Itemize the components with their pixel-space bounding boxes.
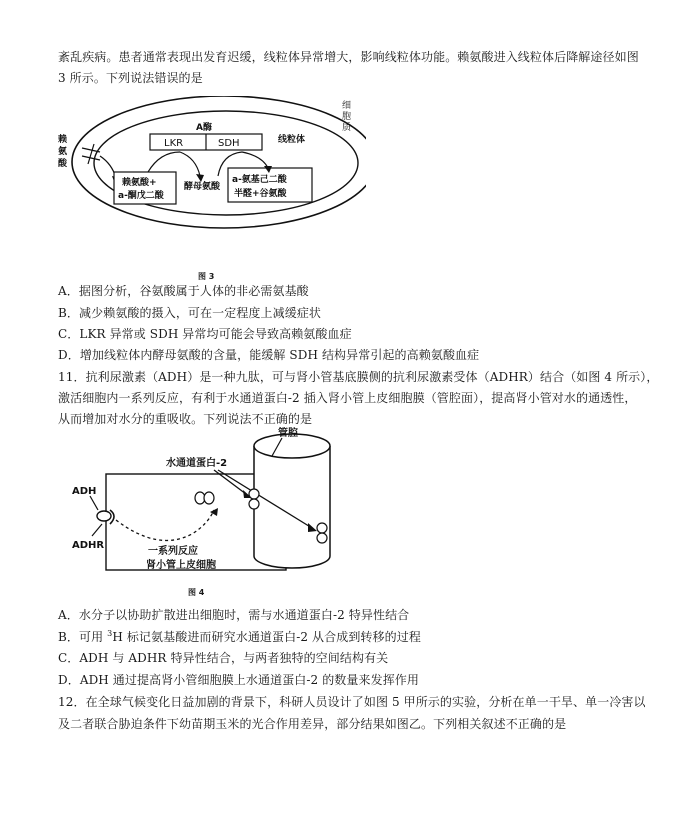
figure-3-caption: 图 3 (198, 272, 215, 281)
lysine-out-2: 氨 (58, 147, 68, 157)
q11-option-d: D．ADH 通过提高肾小管细胞膜上水通道蛋白-2 的数量来发挥作用 (58, 673, 419, 687)
q11-option-b: B．可用 $^3$H 标记氨基酸进而研究水通道蛋白-2 从合成到转移的过程 (58, 629, 421, 644)
figure-4 (68, 424, 368, 584)
q10-option-c: C．LKR 异常或 SDH 异常均可能会导致高赖氨酸血症 (58, 327, 352, 341)
product-1: a-氨基己二酸 (232, 175, 287, 185)
q10-option-b: B．减少赖氨酸的摄入，可在一定程度上减缓症状 (58, 306, 322, 320)
cytoplasm-label-3: 质 (342, 123, 352, 133)
lkr-label: LKR (164, 138, 184, 149)
q11-line-1: 11．抗利尿激素（ADH）是一种九肽，可与肾小管基底膜侧的抗利尿激素受体（ADHR）结合（如图 4 所示）， (58, 370, 659, 384)
reaction-label: 一系列反应 (148, 546, 198, 557)
q11-option-c: C．ADH 与 ADHR 特异性结合，与两者独特的空间结构有关 (58, 651, 389, 665)
cytoplasm-label-2: 胞 (342, 112, 352, 122)
q10-option-a: A．据图分析，谷氨酸属于人体的非必需氨基酸 (58, 284, 309, 298)
q12-line-1: 12．在全球气候变化日益加剧的背景下，科研人员设计了如图 5 甲所示的实验，分析在单一干旱、单一冷害以 (58, 695, 646, 709)
aqp-label: 水通道蛋白-2 (166, 458, 228, 469)
saccharopine-label: 酵母氨酸 (184, 182, 221, 192)
cell-membrane-ellipse (72, 96, 366, 228)
intro-line-2: 3 所示。下列说法错误的是 (58, 71, 203, 85)
lumen-cylinder (254, 446, 330, 568)
adhr-label: ADHR (72, 540, 105, 551)
q11-line-3: 从而增加对水分的重吸收。下列说法不正确的是 (58, 412, 313, 426)
lysine-out-1: 赖 (58, 135, 68, 145)
lysine-out-3: 酸 (58, 159, 68, 169)
cell-label: 肾小管上皮细胞 (146, 560, 216, 571)
sdh-label: SDH (218, 138, 240, 149)
figure-3 (56, 96, 366, 264)
figure-4-caption: 图 4 (188, 588, 205, 597)
intro-line-1: 紊乱疾病。患者通常表现出发育迟缓，线粒体异常增大，影响线粒体功能。赖氨酸进入线粒体后降解途径如图 (58, 50, 639, 64)
cytoplasm-label-1: 细 (342, 101, 352, 111)
q12-line-2: 及二者联合胁迫条件下幼苗期玉米的光合作用差异，部分结果如图乙。下列相关叙述不正确的是 (58, 717, 567, 731)
q10-option-d: D．增加线粒体内酵母氨酸的含量，能缓解 SDH 结构异常引起的高赖氨酸血症 (58, 348, 480, 362)
q11-line-2: 激活细胞内一系列反应，有利于水通道蛋白-2 插入肾小管上皮细胞膜（管腔面），提高肾小管对水的通透性， (58, 391, 637, 405)
adh-label: ADH (72, 486, 97, 497)
product-2: 半醛+谷氨酸 (234, 189, 287, 199)
q11-option-a: A．水分子以协助扩散进出细胞时，需与水通道蛋白-2 特异性结合 (58, 608, 410, 622)
lumen-label: 管腔 (278, 428, 298, 439)
substrate-2: a-酮戊二酸 (118, 191, 164, 201)
enzyme-a-label: A酶 (196, 123, 212, 133)
mito-label: 线粒体 (278, 135, 306, 145)
substrate-1: 赖氨酸+ (122, 178, 157, 188)
